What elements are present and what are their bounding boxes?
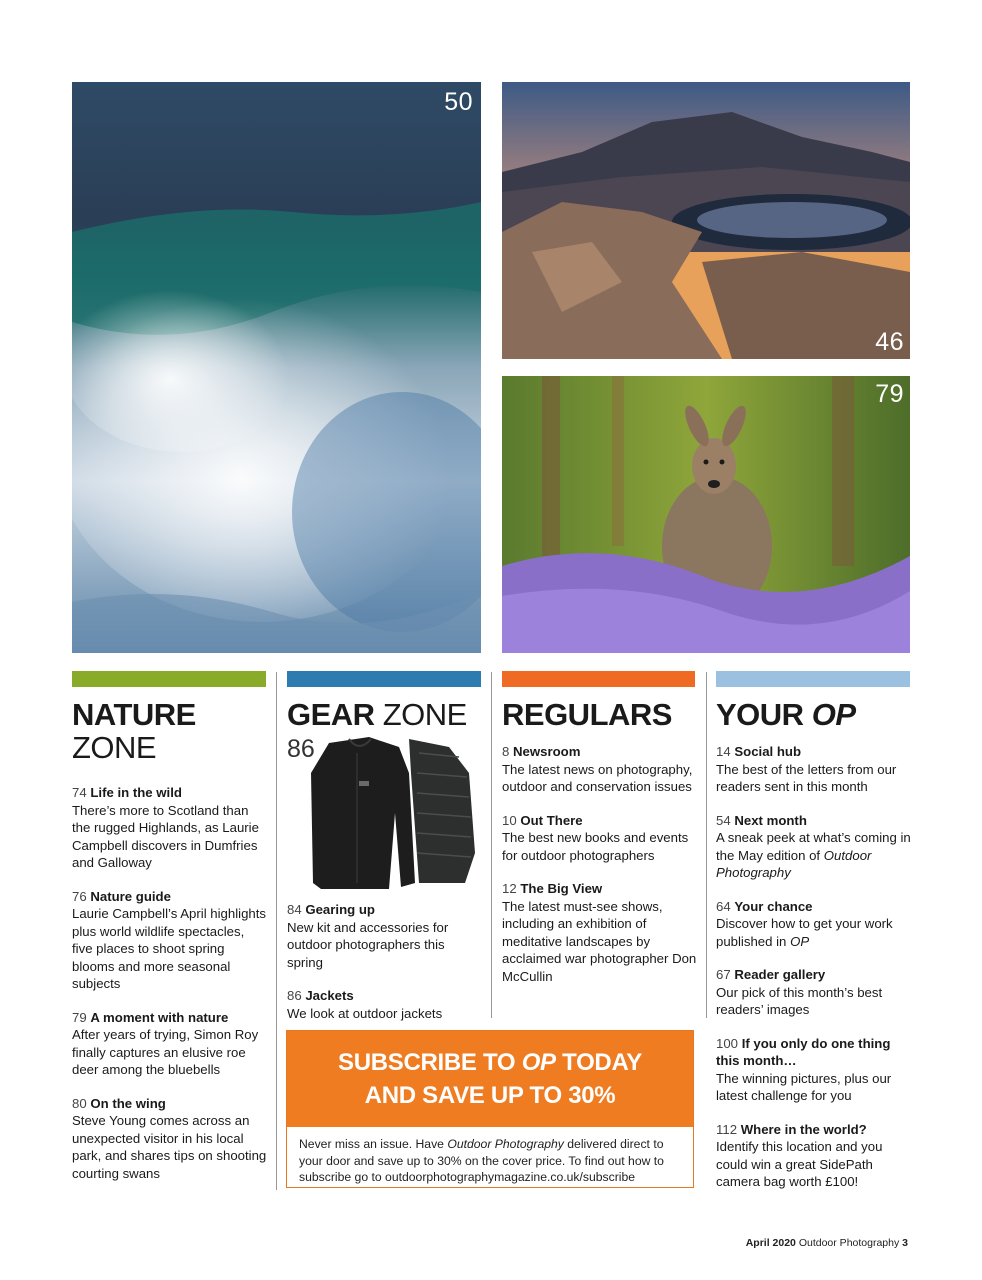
item-title: The Big View xyxy=(520,881,603,896)
contents-item[interactable] xyxy=(716,898,912,951)
desc-emphasis: Outdoor Photography xyxy=(716,847,872,880)
item-page: 79 xyxy=(72,1009,87,1025)
desc-text: Discover how to get your work published in xyxy=(716,916,893,949)
item-title: If you only do one thing this month… xyxy=(716,1035,891,1068)
page-number-label: 79 xyxy=(875,380,904,408)
subscribe-line1-post: TODAY xyxy=(562,1049,643,1076)
item-page: 100 xyxy=(716,1035,739,1051)
gear-zone-column xyxy=(287,698,483,1038)
page-number-label: 50 xyxy=(444,88,473,116)
section-heading xyxy=(72,698,268,764)
footer-date: April 2020 xyxy=(745,1237,796,1249)
item-description: New kit and accessories for outdoor photographers this spring xyxy=(287,919,449,970)
item-page: 112 xyxy=(716,1121,738,1137)
regulars-column xyxy=(502,698,698,1001)
item-title: Nature guide xyxy=(90,888,171,904)
waves-image xyxy=(72,82,481,653)
heading-bold: NATURE xyxy=(72,697,196,732)
item-title: Social hub xyxy=(734,744,802,759)
mountain-image xyxy=(502,82,910,359)
contents-item[interactable] xyxy=(72,1095,268,1183)
heading-bold: YOUR xyxy=(716,697,804,732)
item-title: On the wing xyxy=(90,1095,166,1111)
item-description: Laurie Campbell’s April highlights plus world wildlife spectacles, five places to shoot spring blooms and more seasonal subjects xyxy=(72,906,267,991)
item-page: 84 xyxy=(287,902,302,917)
subscribe-line1-pre: SUBSCRIBE TO xyxy=(337,1049,516,1076)
contents-item[interactable] xyxy=(287,987,483,1022)
page-number-label: 46 xyxy=(875,328,904,356)
nature-zone-column xyxy=(72,698,268,1198)
heading-bold: GEAR xyxy=(287,697,375,732)
subscribe-line2: AND SAVE UP TO 30% xyxy=(364,1082,616,1109)
section-heading xyxy=(716,698,912,731)
item-page: 54 xyxy=(716,812,731,828)
item-page: 12 xyxy=(502,881,517,896)
your-op-bar xyxy=(716,671,910,687)
subscribe-text-pre: Never miss an issue. Have xyxy=(299,1137,444,1151)
item-description: The winning pictures, plus our latest challenge for you xyxy=(716,1070,892,1103)
desc-text: A sneak peek at what’s coming in the May edition of xyxy=(716,830,911,863)
contents-item[interactable] xyxy=(502,812,698,865)
item-page: 64 xyxy=(716,898,731,914)
subscribe-text xyxy=(287,1127,693,1186)
item-page: 14 xyxy=(716,744,731,759)
item-description: We look at outdoor jackets xyxy=(287,1005,443,1021)
nature-zone-bar xyxy=(72,671,266,687)
deer-image xyxy=(502,376,910,653)
contents-item[interactable] xyxy=(502,880,698,985)
photo-deer xyxy=(502,376,910,653)
item-title: Out There xyxy=(520,812,583,828)
section-heading: REGULARS xyxy=(502,697,672,732)
desc-emphasis: OP xyxy=(790,933,810,949)
contents-item[interactable] xyxy=(716,743,912,796)
regulars-bar xyxy=(502,671,695,687)
item-description xyxy=(716,915,912,950)
gear-zone-bar xyxy=(287,671,481,687)
column-divider xyxy=(276,672,277,1190)
item-page: 80 xyxy=(72,1095,87,1111)
contents-item[interactable] xyxy=(716,966,912,1019)
item-title: Newsroom xyxy=(513,744,581,759)
jackets-image-area xyxy=(287,731,483,901)
item-title: Where in the world? xyxy=(740,1121,867,1137)
item-page: 74 xyxy=(72,785,87,800)
gear-page-number: 86 xyxy=(287,735,315,763)
photo-mountain xyxy=(502,82,910,359)
contents-item[interactable] xyxy=(72,1009,268,1079)
heading-light: ZONE xyxy=(382,697,467,732)
heading-light: ZONE xyxy=(72,730,157,765)
subscribe-banner[interactable] xyxy=(287,1031,693,1127)
contents-item[interactable] xyxy=(287,901,483,971)
footer-page: 3 xyxy=(902,1237,908,1249)
jackets-image xyxy=(299,733,479,893)
page-footer xyxy=(746,1237,908,1249)
item-title: Next month xyxy=(734,812,807,828)
item-title: Gearing up xyxy=(305,902,375,917)
item-title: Jackets xyxy=(305,988,354,1003)
item-description: Steve Young comes across an unexpected visitor in his local park, and shares tips on shooting courting swans xyxy=(72,1113,267,1181)
column-divider xyxy=(706,672,707,1018)
item-description: The latest must-see shows, including an exhibition of meditative landscapes by acclaimed war photographer Don McCullin xyxy=(502,898,697,984)
item-page: 8 xyxy=(502,744,510,759)
subscribe-box[interactable] xyxy=(286,1030,694,1188)
item-page: 10 xyxy=(502,812,517,828)
item-title: Your chance xyxy=(734,898,813,914)
item-description: The latest news on photography, outdoor and conservation issues xyxy=(502,761,693,794)
subscribe-text-em: Outdoor Photography xyxy=(447,1137,564,1151)
contents-item[interactable] xyxy=(716,1035,912,1105)
contents-item[interactable] xyxy=(502,743,698,796)
item-title: A moment with nature xyxy=(90,1009,229,1025)
heading-italic: OP xyxy=(811,697,856,732)
item-description: After years of trying, Simon Roy finally captures an elusive roe deer among the bluebells xyxy=(72,1027,259,1077)
contents-item[interactable] xyxy=(72,888,268,993)
column-divider xyxy=(491,672,492,1018)
photo-waves xyxy=(72,82,481,653)
item-description: The best new books and events for outdoor photographers xyxy=(502,830,689,863)
item-description: Our pick of this month’s best readers’ images xyxy=(716,984,883,1017)
item-description: There’s more to Scotland than the rugged Highlands, as Laurie Campbell discovers in Dumfries and Galloway xyxy=(72,802,259,870)
item-title: Reader gallery xyxy=(734,967,826,982)
subscribe-text-post[interactable]: delivered direct to your door and save up to 30% on the cover price. To find out how to subscribe go to outdoorphotographymagazine.co.uk/subscribe xyxy=(299,1137,664,1184)
item-page: 76 xyxy=(72,888,87,904)
item-page: 86 xyxy=(287,988,302,1003)
subscribe-line1-em: OP xyxy=(521,1049,556,1076)
contents-item[interactable] xyxy=(716,1121,912,1191)
item-page: 67 xyxy=(716,967,731,982)
item-description: Identify this location and you could win a great SidePath camera bag worth £100! xyxy=(716,1139,883,1189)
section-heading xyxy=(287,698,483,731)
footer-magazine: Outdoor Photography xyxy=(798,1237,900,1249)
item-description: The best of the letters from our readers sent in this month xyxy=(716,761,897,794)
item-description xyxy=(716,829,912,882)
contents-item[interactable] xyxy=(716,812,912,882)
item-title: Life in the wild xyxy=(90,785,182,800)
your-op-column xyxy=(716,698,912,1207)
contents-item[interactable] xyxy=(72,784,268,872)
